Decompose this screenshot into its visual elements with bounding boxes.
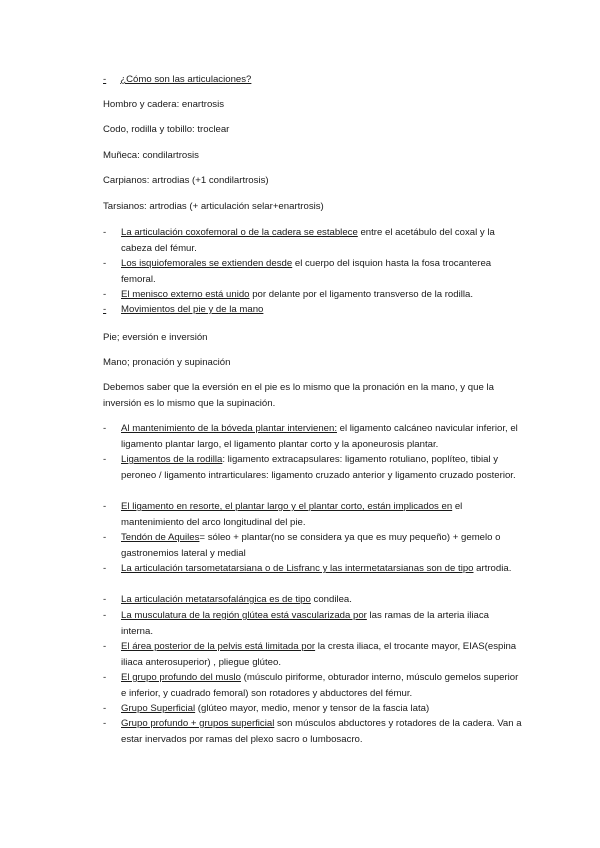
underlined-text: Movimientos del pie y de la mano [121,304,264,315]
list-item [103,302,523,318]
underlined-text: Tendón de Aquiles [121,532,200,543]
underlined-text: La articulación metatarsofalángica es de tipo [121,594,311,605]
underlined-text: Grupo Superficial [121,703,196,714]
bullet-dash: - [103,289,107,300]
bullet-dash: - [103,563,107,574]
underlined-text: El ligamento en resorte, el plantar largo y el plantar corto, están implicados en [121,501,453,512]
underlined-text: El área posterior de la pelvis está limitada por [121,641,316,652]
text-line: Muñeca: condilartrosis [103,150,199,161]
bullet-dash: - [103,532,107,543]
bullet-dash: - [103,641,107,652]
list-item [103,670,523,701]
text-line: Mano; pronación y supinación [103,357,231,368]
body-text: (músculo piriforme, obturador interno, músculo gemelos superior e inferior, y cuadrado femoral) son rotadores y abductores del fémur. [121,672,519,699]
text-line: Hombro y cadera: enartrosis [103,99,225,110]
underlined-text: La articulación coxofemoral o de la cadera se establece [121,227,358,238]
list-item [103,592,523,608]
bullet-dash: - [103,304,107,315]
underlined-text: El menisco externo está unido [121,289,250,300]
bullet-dash: - [103,718,107,729]
text-line: Codo, rodilla y tobillo: troclear [103,124,230,135]
body-text: las ramas de la arteria iliaca interna. [121,610,489,637]
list-item [103,701,523,717]
body-text: el mantenimiento del arco longitudinal del pie. [121,501,463,528]
bullet-dash: - [103,672,107,683]
underlined-text: El grupo profundo del muslo [121,672,241,683]
list-item [103,421,523,452]
bullet-dash: - [103,227,107,238]
text-line: Carpianos: artrodias (+1 condilartrosis) [103,175,269,186]
bullet-dash: - [103,594,107,605]
heading-text: ¿Cómo son las articulaciones? [120,74,252,85]
list-item [103,225,523,256]
underlined-text: La articulación tarsometatarsiana o de Lisfranc y las intermetatarsianas son de tipo [121,563,474,574]
underlined-text: Los isquiofemorales se extienden desde [121,258,293,269]
bullet-dash: - [103,258,107,269]
body-text: el ligamento calcáneo navicular inferior, el ligamento plantar largo, el ligamento plantar corto y la aponeurosis plantar. [121,423,518,450]
list-item [103,716,523,747]
body-text: (glúteo mayor, medio, menor y tensor de la fascia lata) [195,703,430,714]
heading-dash: - [103,74,107,85]
body-text: entre el acetábulo del coxal y la cabeza del fémur. [121,227,495,254]
underlined-text: Grupo profundo + grupos superficial [121,718,275,729]
underlined-text: Al mantenimiento de la bóveda plantar intervienen: [121,423,337,434]
text-line: Pie; eversión e inversión [103,332,208,343]
body-text: la cresta iliaca, el trocante mayor, EIAS(espina iliaca anterosuperior) , pliegue glúteo. [121,641,517,668]
list-item [103,639,523,670]
bullet-dash: - [103,703,107,714]
body-text: por delante por el ligamento transverso de la rodilla. [249,289,473,300]
list-item [103,561,523,577]
heading-line [103,73,251,87]
list-item [103,256,523,287]
body-text: artrodia. [473,563,512,574]
underlined-text: Ligamentos de la rodilla [121,454,223,465]
bullet-dash: - [103,423,107,434]
list-item [103,608,523,639]
bullet-dash: - [103,454,107,465]
list-item [103,287,523,303]
bullet-dash: - [103,610,107,621]
list-item [103,499,523,530]
bullet-dash: - [103,501,107,512]
body-text: : ligamento extracapsulares: ligamento rotuliano, poplíteo, tibial y peroneo / ligamento intrarticulares: ligamento cruzado anterior y ligamento cruzado posterior. [121,454,516,481]
list-item [103,452,523,483]
paragraph: Debemos saber que la eversión en el pie es lo mismo que la pronación en la mano, y que la inversión es lo mismo que la supinación. [103,382,494,409]
body-text: condilea. [310,594,352,605]
list-item [103,530,523,561]
underlined-text: La musculatura de la región glútea está vascularizada por [121,610,367,621]
body-text: = sóleo + plantar(no se considera ya que es muy pequeño) + gemelo o gastronemios lateral y medial [121,532,501,559]
text-line: Tarsianos: artrodias (+ articulación selar+enartrosis) [103,201,324,212]
body-text: el cuerpo del isquion hasta la fosa trocanterea femoral. [121,258,492,285]
body-text: son músculos abductores y rotadores de la cadera. Van a estar inervados por ramas del plexo sacro o lumbosacro. [121,718,522,745]
